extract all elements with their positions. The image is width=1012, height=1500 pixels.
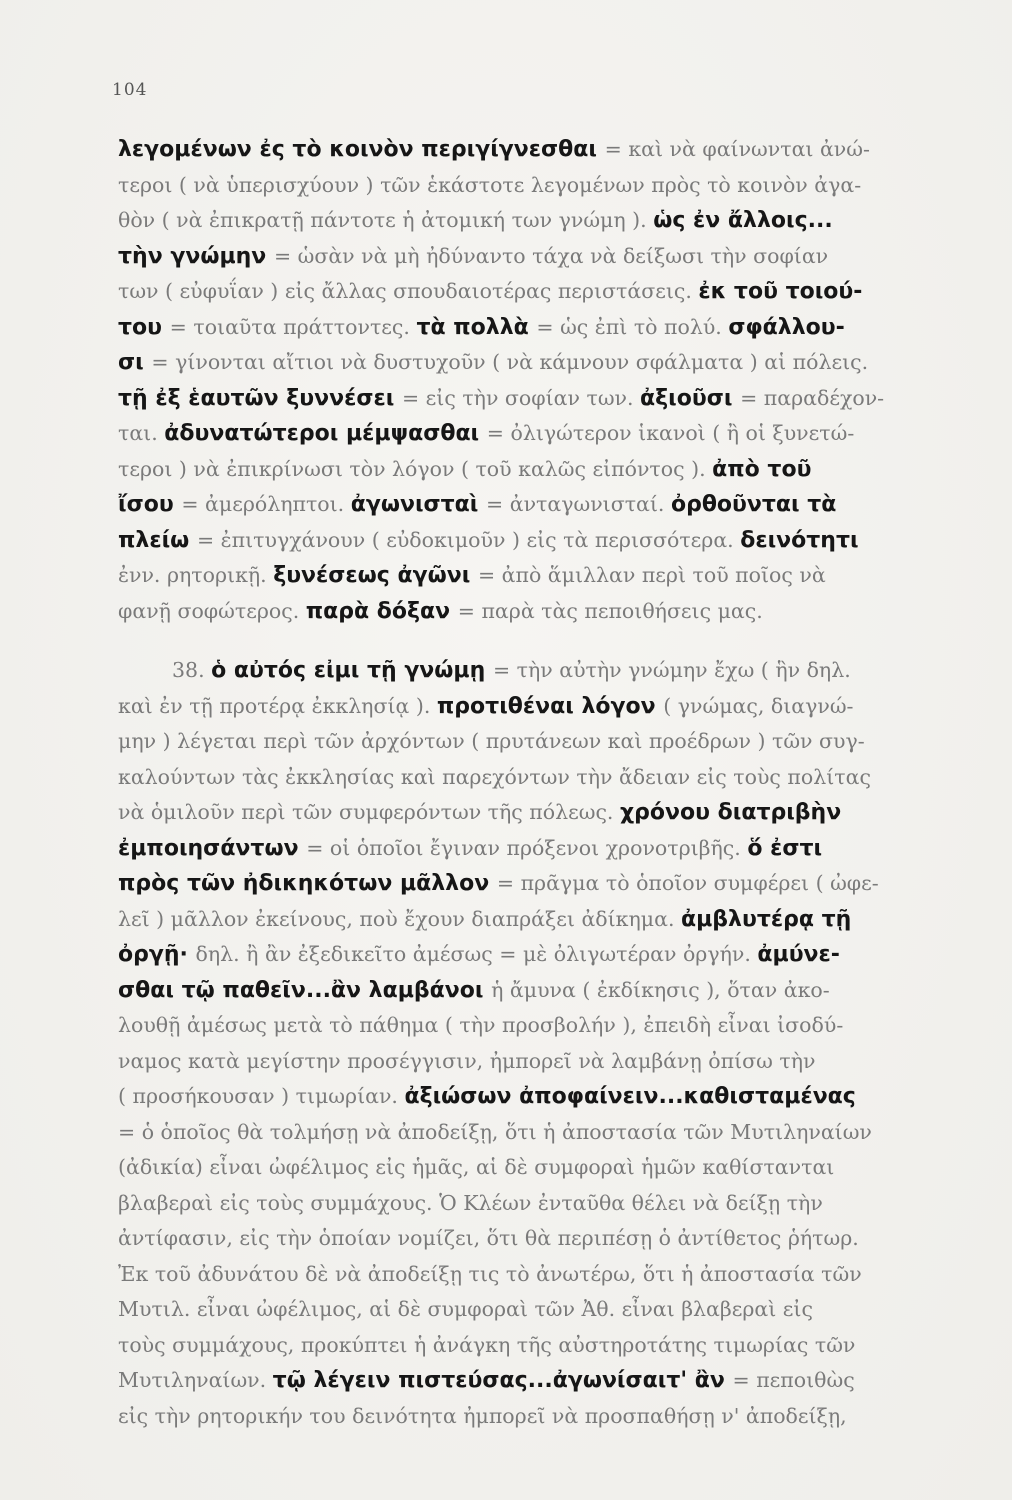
gloss-text: = πεποιθὼς (732, 1368, 855, 1392)
gloss-text: ἡ ἄμυνα ( ἐκδίκησις ), ὅταν ἀκο- (491, 977, 830, 1002)
gloss-text: τεροι ) νὰ ἐπικρίνωσι τὸν λόγον ( τοῦ καλῶς εἰπόντος ). (118, 456, 713, 481)
text-line (118, 689, 986, 725)
gloss-text: ( γνώμας, διαγνώ- (663, 693, 854, 718)
lemma-text: ἀξιώσων ἀποφαίνειν...καθισταμένας (404, 1084, 856, 1109)
text-line (118, 1115, 986, 1151)
lemma-text: ὀρθοῦνται τὰ (670, 492, 837, 517)
lemma-text: πρὸς τῶν ἠδικηκότων μᾶλλον (118, 871, 497, 896)
text-line (118, 1257, 986, 1293)
text-line (118, 594, 986, 630)
text-line (118, 416, 986, 452)
lemma-text: τὴν γνώμην (118, 243, 274, 269)
gloss-text: Μυτιλ. εἶναι ὠφέλιμος, αἱ δὲ συμφοραὶ τῶν Ἀθ. εἶναι βλαβεραὶ εἰς (118, 1297, 813, 1321)
lemma-text: σφάλλου- (728, 314, 845, 340)
gloss-text: = καὶ νὰ φαίνωνται ἀνώ- (604, 137, 870, 161)
text-line (118, 523, 986, 559)
text-line (118, 274, 986, 310)
text-line (118, 902, 986, 938)
gloss-text: λουθῇ ἀμέσως μετὰ τὸ πάθημα ( τὴν προσβολήν ), ἐπειδὴ εἶναι ἰσοδύ- (118, 1013, 844, 1037)
lemma-text: σι (118, 350, 152, 375)
gloss-text: = ὁ ὁποῖος θὰ τολμήσῃ νὰ ἀποδείξῃ, ὅτι ἡ ἀποστασία τῶν Μυτιληναίων (118, 1119, 872, 1144)
text-line (118, 1399, 986, 1435)
text-line (118, 973, 986, 1009)
gloss-text: = πρᾶγμα τὸ ὁποῖον συμφέρει ( ὠφε- (496, 871, 879, 895)
text-line (118, 1292, 986, 1328)
gloss-text: λεῖ ) μᾶλλον ἐκείνους, ποὺ ἔχουν διαπράξει ἀδίκημα. (118, 906, 681, 931)
gloss-text: = παρὰ τὰς πεποιθήσεις μας. (457, 598, 763, 623)
lemma-text: ἀγωνισταὶ (350, 492, 487, 517)
gloss-text: = οἱ ὁποῖοι ἔγιναν πρόξενοι χρονοτριβῆς. (306, 835, 748, 860)
lemma-text: ὅ ἐστι (747, 835, 823, 861)
text-line (118, 452, 986, 488)
lemma-text: παρὰ δόξαν (305, 598, 458, 624)
lemma-text: τῇ ἐξ ἑαυτῶν ξυννέσει (118, 385, 402, 411)
lemma-text: ὀργῇ· (118, 942, 196, 967)
lemma-text: χρόνου διατριβὴν (619, 800, 842, 825)
text-line (118, 831, 986, 867)
gloss-text: ναμος κατὰ μεγίστην προσέγγισιν, ἠμπορεῖ νὰ λαμβάνῃ ὀπίσω τὴν (118, 1048, 816, 1073)
text-line (118, 937, 986, 973)
lemma-text: ἀξιοῦσι (640, 385, 741, 411)
gloss-text: = εἰς τὴν σοφίαν των. (401, 385, 641, 410)
gloss-text: = ἀνταγωνισταί. (486, 492, 671, 516)
text-line (118, 1186, 986, 1222)
lemma-text: ἴσου (118, 492, 182, 517)
text-line (118, 132, 986, 168)
lemma-text: ἀπὸ τοῦ (712, 456, 812, 482)
gloss-text: δηλ. ἢ ἂν ἐξεδικεῖτο ἀμέσως = μὲ ὀλιγωτέραν ὀργήν. (195, 942, 758, 966)
gloss-text: τοὺς συμμάχους, προκύπτει ἡ ἀνάγκη τῆς αὐστηροτάτης τιμωρίας τῶν (118, 1332, 856, 1357)
gloss-text: των ( εὐφυΐαν ) εἰς ἄλλας σπουδαιοτέρας περιστάσεις. (118, 279, 699, 303)
commentary-text (118, 132, 986, 1434)
text-line (118, 795, 986, 831)
gloss-text: = ὡσὰν νὰ μὴ ἠδύναντο τάχα νὰ δείξωσι τὴν σοφίαν (273, 243, 829, 268)
gloss-text: = ὀλιγώτερον ἱκανοὶ ( ἢ οἱ ξυνετώ- (486, 421, 855, 445)
gloss-text: μην ) λέγεται περὶ τῶν ἀρχόντων ( πρυτάνεων καὶ προέδρων ) τῶν συγ- (118, 729, 865, 753)
gloss-text: = τὴν αὐτὴν γνώμην ἔχω ( ἣν δηλ. (492, 658, 851, 682)
gloss-text: τεροι ( νὰ ὑπερισχύουν ) τῶν ἑκάστοτε λεγομένων πρὸς τὸ κοινὸν ἀγα- (118, 172, 862, 197)
gloss-text: 38. (172, 658, 212, 682)
lemma-text: ἐκ τοῦ τοιού- (698, 279, 863, 304)
gloss-text: Ἐκ τοῦ ἀδυνάτου δὲ νὰ ἀποδείξῃ τις τὸ ἀνωτέρω, ὅτι ἡ ἀποστασία τῶν (118, 1261, 862, 1286)
text-line (118, 1221, 986, 1257)
text-line (118, 1363, 986, 1399)
page-number: 104 (112, 80, 148, 100)
gloss-text: εἰς τὴν ρητορικήν του δεινότητα ἠμπορεῖ νὰ προσπαθήσῃ ν' ἀποδείξῃ, (118, 1403, 847, 1428)
text-line (118, 1328, 986, 1364)
text-line (118, 724, 986, 760)
gloss-text: = ὡς ἐπὶ τὸ πολύ. (536, 314, 729, 339)
text-line (118, 345, 986, 381)
text-line (118, 653, 986, 689)
lemma-text: τὰ πολλὰ (416, 314, 537, 340)
text-line (118, 203, 986, 239)
lemma-text: σθαι τῷ παθεῖν...ἂν λαμβάνοι (118, 977, 492, 1003)
gloss-text: ἀντίφασιν, εἰς τὴν ὁποίαν νομίζει, ὅτι θὰ περιπέσῃ ὁ ἀντίθετος ῥήτωρ. (118, 1226, 859, 1250)
lemma-text: προτιθέναι λόγον (436, 693, 664, 719)
gloss-text: ται. (118, 421, 165, 445)
text-line (118, 239, 986, 275)
text-line (118, 168, 986, 204)
lemma-text: ἀμύνε- (757, 942, 840, 967)
lemma-text: λεγομένων ἐς τὸ κοινὸν περιγίγνεσθαι (118, 137, 605, 162)
gloss-text: = παραδέχον- (740, 385, 885, 410)
gloss-text: Μυτιληναίων. (118, 1368, 273, 1392)
gloss-text: ἐνν. ρητορικῇ. (118, 563, 274, 587)
gloss-text: = γίνονται αἴτιοι νὰ δυστυχοῦν ( νὰ κάμνουν σφάλματα ) αἱ πόλεις. (151, 350, 869, 374)
text-line (118, 760, 986, 796)
text-line (118, 1150, 986, 1186)
lemma-text: ἀμβλυτέρᾳ τῇ (680, 906, 852, 932)
gloss-text: = ἀπὸ ἅμιλλαν περὶ τοῦ ποῖος νὰ (477, 563, 826, 587)
lemma-text: πλείω (118, 527, 197, 553)
lemma-text: ἀδυνατώτεροι μέμψασθαι (164, 421, 487, 446)
gloss-text: καὶ ἐν τῇ προτέρᾳ ἐκκλησίᾳ ). (118, 693, 437, 718)
lemma-text: δεινότητι (740, 527, 859, 553)
text-line (118, 381, 986, 417)
text-line (118, 487, 986, 523)
gloss-text: = ἀμερόληπτοι. (181, 492, 351, 516)
text-line (118, 1079, 986, 1115)
lemma-text: τῷ λέγειν πιστεύσας...ἀγωνίσαιτ' ἂν (272, 1368, 733, 1393)
lemma-text: ὡς ἐν ἄλλοις... (653, 208, 833, 233)
gloss-text: = τοιαῦτα πράττοντες. (169, 314, 417, 339)
lemma-text: ἐμποιησάντων (118, 835, 307, 861)
text-line (118, 866, 986, 902)
gloss-text: = ἐπιτυγχάνουν ( εὐδοκιμοῦν ) εἰς τὰ περισσότερα. (196, 527, 741, 552)
gloss-text: βλαβεραὶ εἰς τοὺς συμμάχους. Ὁ Κλέων ἐνταῦθα θέλει νὰ δείξῃ τὴν (118, 1190, 823, 1215)
text-line (118, 558, 986, 594)
gloss-text: ( προσήκουσαν ) τιμωρίαν. (118, 1084, 405, 1108)
gloss-text: νὰ ὁμιλοῦν περὶ τῶν συμφερόντων τῆς πόλεως. (118, 800, 620, 824)
text-line (118, 1008, 986, 1044)
text-line (118, 310, 986, 346)
gloss-text: (ἀδικία) εἶναι ὠφέλιμος εἰς ἡμᾶς, αἱ δὲ συμφοραὶ ἡμῶν καθίστανται (118, 1155, 835, 1179)
gloss-text: καλούντων τὰς ἐκκλησίας καὶ παρεχόντων τὴν ἄδειαν εἰς τοὺς πολίτας (118, 764, 871, 789)
text-line (118, 1044, 986, 1080)
lemma-text: ξυνέσεως ἀγῶνι (273, 563, 478, 588)
gloss-text: φανῇ σοφώτερος. (118, 598, 306, 623)
gloss-text: θὸν ( νὰ ἐπικρατῇ πάντοτε ἡ ἀτομική των γνώμη ). (118, 208, 654, 232)
lemma-text: ὁ αὐτός εἰμι τῇ γνώμῃ (211, 658, 493, 683)
lemma-text: του (118, 314, 170, 340)
